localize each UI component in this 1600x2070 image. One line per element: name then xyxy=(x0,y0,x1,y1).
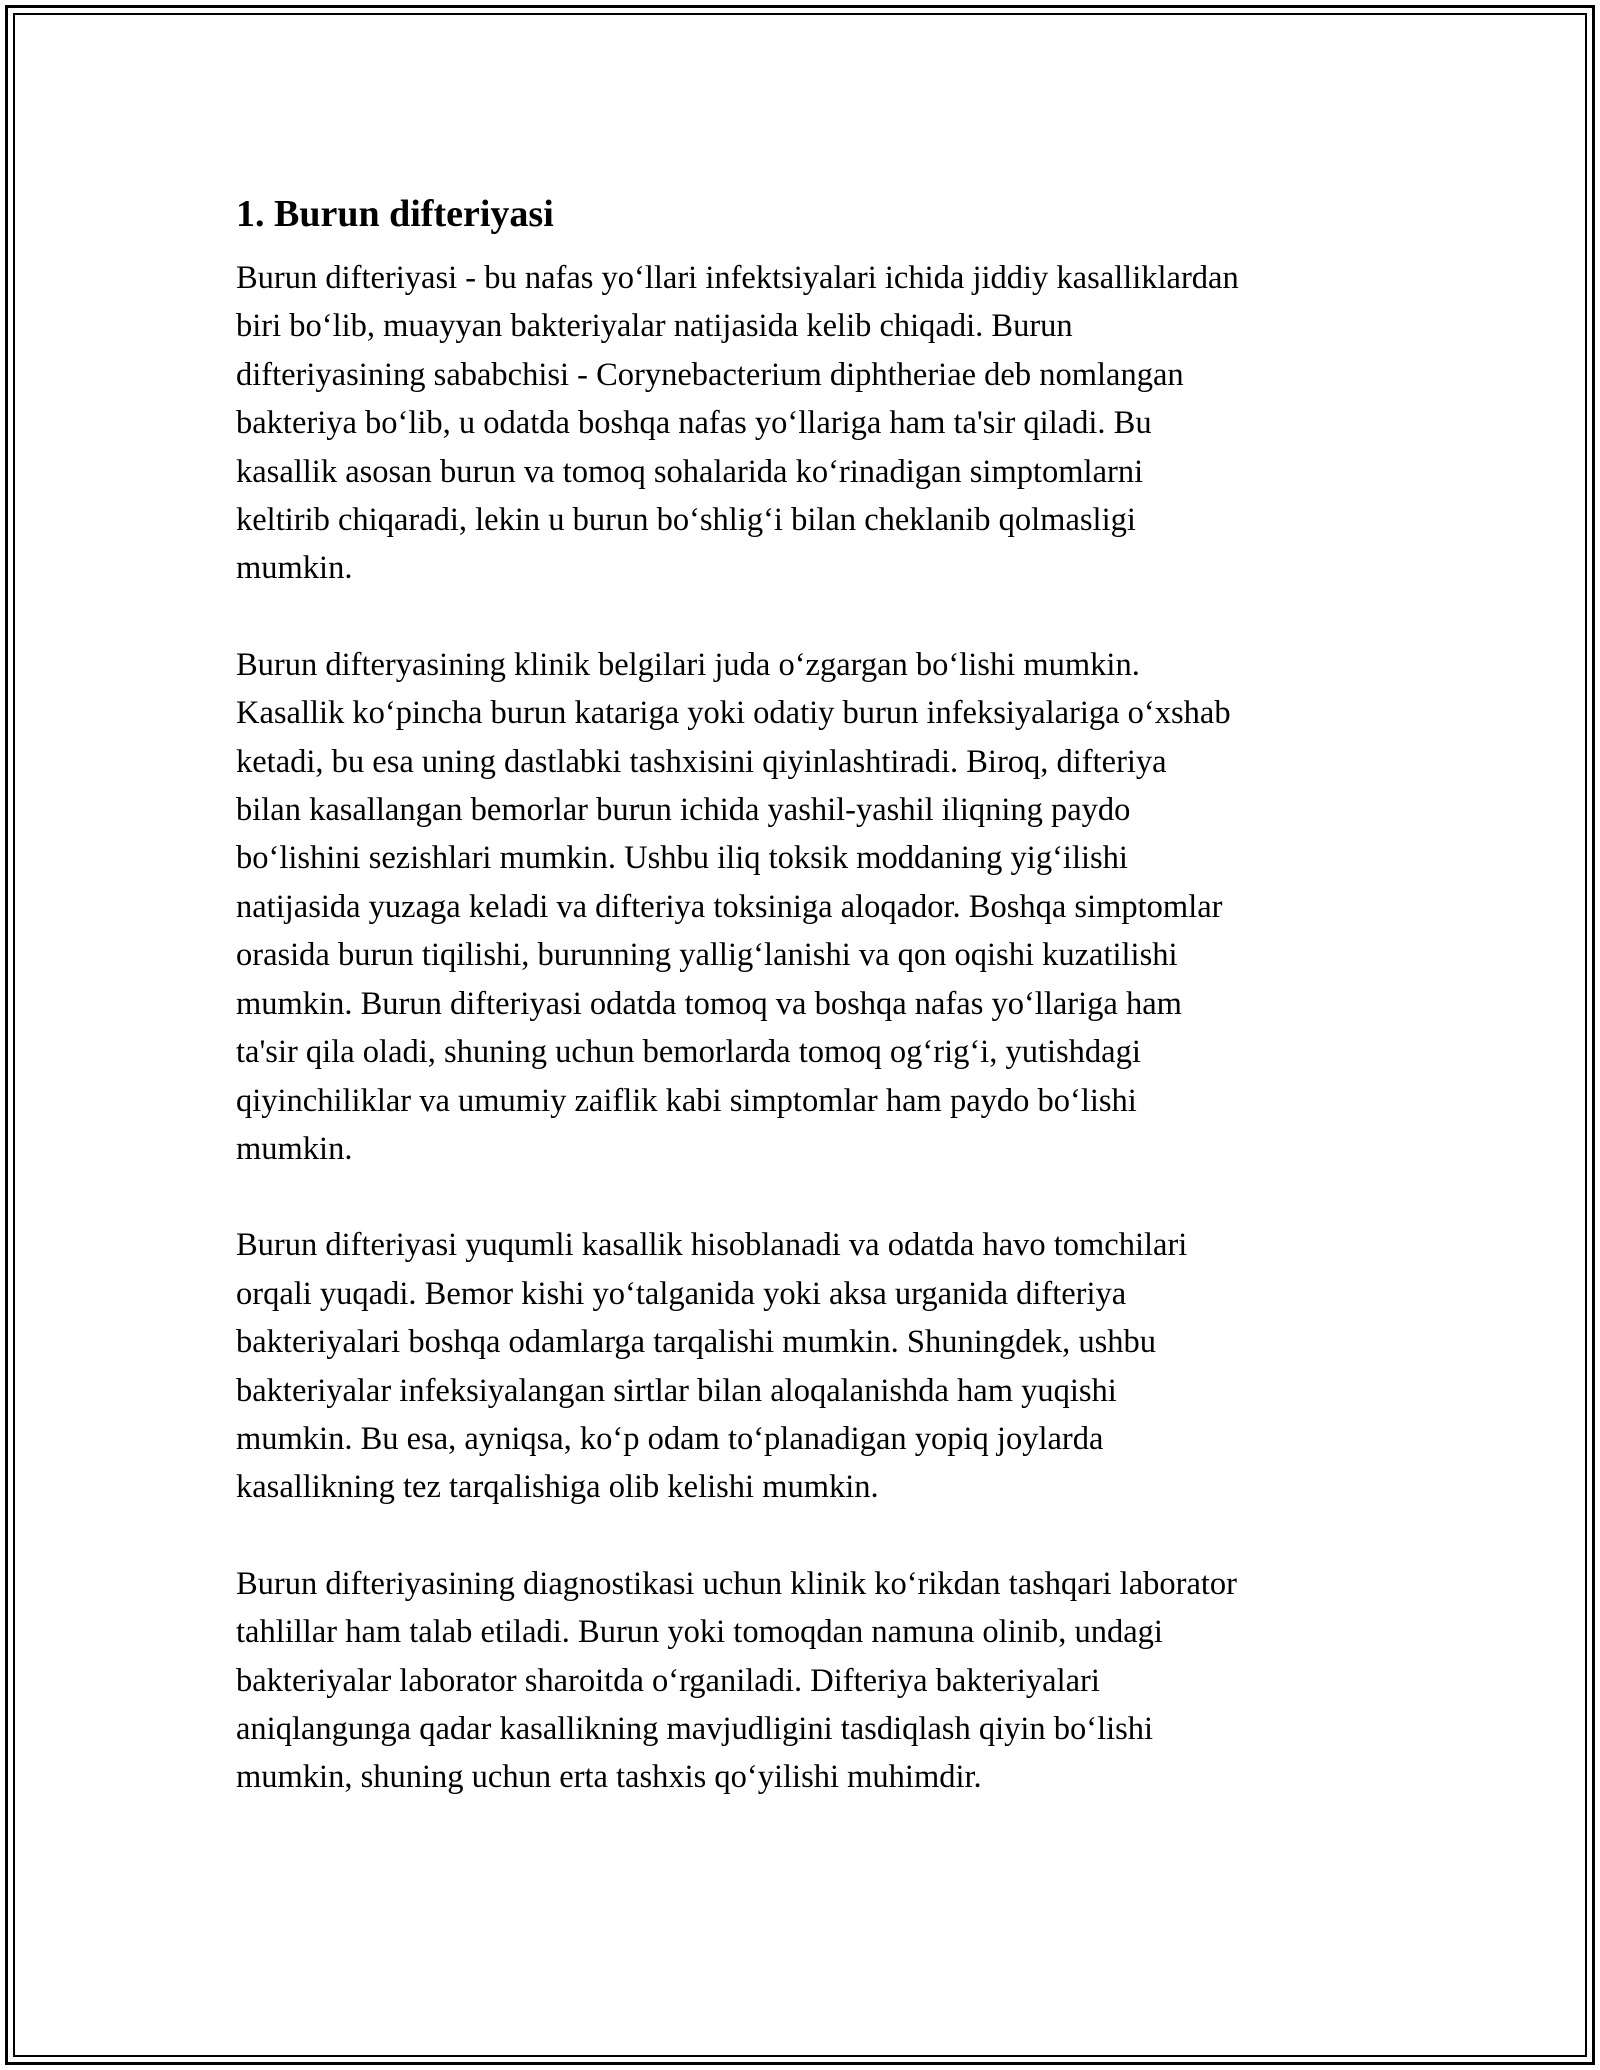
paragraph-line: kasallik asosan burun va tomoq sohalarida ko‘rinadigan simptomlarni xyxy=(236,453,1144,490)
section-heading: 1. Burun difteriyasi xyxy=(236,193,554,235)
paragraph-line: bakteriyalar infeksiyalangan sirtlar bilan aloqalanishda ham yuqishi xyxy=(236,1372,1117,1409)
paragraph-1 xyxy=(236,254,1376,593)
paragraph-line: tahlillar ham talab etiladi. Burun yoki tomoqdan namuna olinib, undagi xyxy=(236,1614,1163,1651)
paragraph-line: mumkin. xyxy=(236,1130,353,1167)
paragraph-line: Kasallik ko‘pincha burun katariga yoki odatiy burun infeksiyalariga o‘xshab xyxy=(236,695,1231,732)
paragraph-line: bilan kasallangan bemorlar burun ichida yashil-yashil iliqning paydo xyxy=(236,792,1131,829)
paragraph-line: keltirib chiqaradi, lekin u burun bo‘shlig‘i bilan cheklanib qolmasligi xyxy=(236,502,1136,539)
paragraph-line: difteriyasining sababchisi - Corynebacterium diphtheriae deb nomlangan xyxy=(236,356,1184,393)
paragraph-3 xyxy=(236,1221,1376,1511)
paragraph-line: bakteriya bo‘lib, u odatda boshqa nafas yo‘llariga ham ta'sir qiladi. Bu xyxy=(236,405,1152,442)
paragraph-line: kasallikning tez tarqalishiga olib kelishi mumkin. xyxy=(236,1469,879,1506)
paragraph-line: ketadi, bu esa uning dastlabki tashxisini qiyinlashtiradi. Biroq, difteriya xyxy=(236,743,1167,780)
paragraph-line: orqali yuqadi. Bemor kishi yo‘talganida yoki aksa urganida difteriya xyxy=(236,1275,1127,1312)
paragraph-line: Burun difteriyasining diagnostikasi uchun klinik ko‘rikdan tashqari laborator xyxy=(236,1565,1237,1602)
paragraph-line: qiyinchiliklar va umumiy zaiflik kabi simptomlar ham paydo bo‘lishi xyxy=(236,1082,1137,1119)
paragraph-line: ta'sir qila oladi, shuning uchun bemorlarda tomoq og‘rig‘i, yutishdagi xyxy=(236,1034,1141,1071)
paragraph-line: bakteriyalar laborator sharoitda o‘rganiladi. Difteriya bakteriyalari xyxy=(236,1662,1100,1699)
paragraph-line: mumkin, shuning uchun erta tashxis qo‘yilishi muhimdir. xyxy=(236,1759,982,1796)
paragraph-line: mumkin. xyxy=(236,550,353,587)
paragraph-line: Burun difteryasining klinik belgilari juda o‘zgargan bo‘lishi mumkin. xyxy=(236,646,1140,683)
document-body xyxy=(236,184,1376,1850)
paragraph-line: mumkin. Bu esa, ayniqsa, ko‘p odam to‘planadigan yopiq joylarda xyxy=(236,1420,1104,1457)
paragraph-line: Burun difteriyasi yuqumli kasallik hisoblanadi va odatda havo tomchilari xyxy=(236,1227,1188,1264)
paragraph-line: biri bo‘lib, muayyan bakteriyalar natijasida kelib chiqadi. Burun xyxy=(236,308,1073,345)
paragraph-line: Burun difteriyasi - bu nafas yo‘llari infektsiyalari ichida jiddiy kasalliklardan xyxy=(236,260,1239,296)
paragraph-line: orasida burun tiqilishi, burunning yallig‘lanishi va qon oqishi kuzatilishi xyxy=(236,937,1178,974)
paragraph-4 xyxy=(236,1560,1376,1802)
paragraph-line: bakteriyalari boshqa odamlarga tarqalishi mumkin. Shuningdek, ushbu xyxy=(236,1324,1157,1361)
paragraph-line: aniqlangunga qadar kasallikning mavjudligini tasdiqlash qiyin bo‘lishi xyxy=(236,1710,1154,1747)
paragraph-line: bo‘lishini sezishlari mumkin. Ushbu iliq toksik moddaning yig‘ilishi xyxy=(236,840,1128,877)
paragraph-line: natijasida yuzaga keladi va difteriya toksiniga aloqador. Boshqa simptomlar xyxy=(236,888,1223,925)
paragraph-line: mumkin. Burun difteriyasi odatda tomoq va boshqa nafas yo‘llariga ham xyxy=(236,985,1182,1022)
paragraph-2 xyxy=(236,641,1376,1173)
